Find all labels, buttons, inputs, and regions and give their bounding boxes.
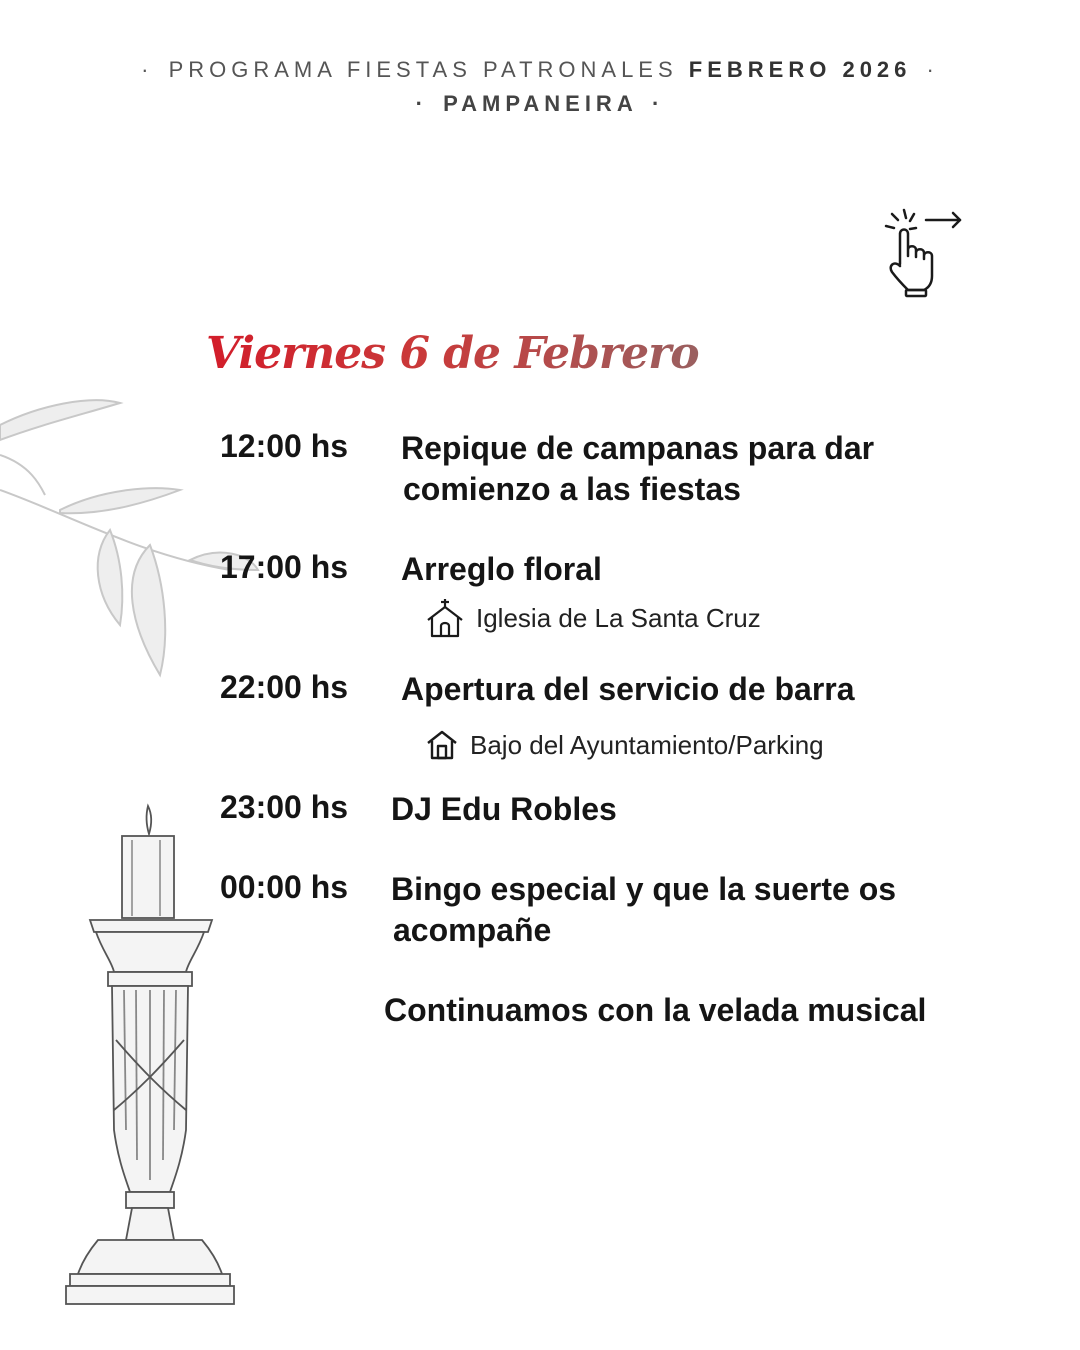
event-time: 00:00 hs (220, 869, 349, 905)
event-location-name: Bajo del Ayuntamiento/Parking (470, 729, 824, 760)
header-town (0, 91, 1080, 117)
event-time: 22:00 hs (220, 669, 349, 705)
swipe-hand-icon (874, 204, 966, 300)
closing-text: Continuamos con la velada musical (384, 992, 927, 1028)
event-time: 23:00 hs (220, 789, 349, 825)
event-title: DJ Edu Robles (391, 791, 617, 827)
event-title: Apertura del servicio de barra (401, 671, 855, 707)
header-separator: · (652, 91, 665, 116)
header-date: FEBRERO 2026 (688, 57, 912, 82)
candlestick-illustration (62, 800, 242, 1310)
day-title: Viernes 6 de Febrero (206, 328, 699, 379)
event-time: 12:00 hs (220, 428, 349, 464)
event-location-name: Iglesia de La Santa Cruz (476, 602, 761, 633)
event-location (426, 729, 824, 761)
event-time: 17:00 hs (220, 549, 349, 585)
header-separator: · (415, 91, 428, 116)
church-icon (426, 598, 464, 638)
event-title: Repique de campanas para dar (401, 430, 875, 466)
event-title: Bingo especial y que la suerte os (391, 871, 897, 907)
header-town-name: PAMPANEIRA (443, 91, 637, 116)
event-title-continued: acompañe (393, 912, 552, 948)
header-separator: · (926, 57, 939, 82)
event-title: Arreglo floral (401, 551, 602, 587)
header-separator: · (141, 57, 154, 82)
event-location (426, 598, 761, 638)
event-title-continued: comienzo a las fiestas (403, 471, 741, 507)
program-header (0, 57, 1080, 83)
header-program-title: PROGRAMA FIESTAS PATRONALES (168, 57, 678, 82)
home-icon (426, 729, 458, 761)
